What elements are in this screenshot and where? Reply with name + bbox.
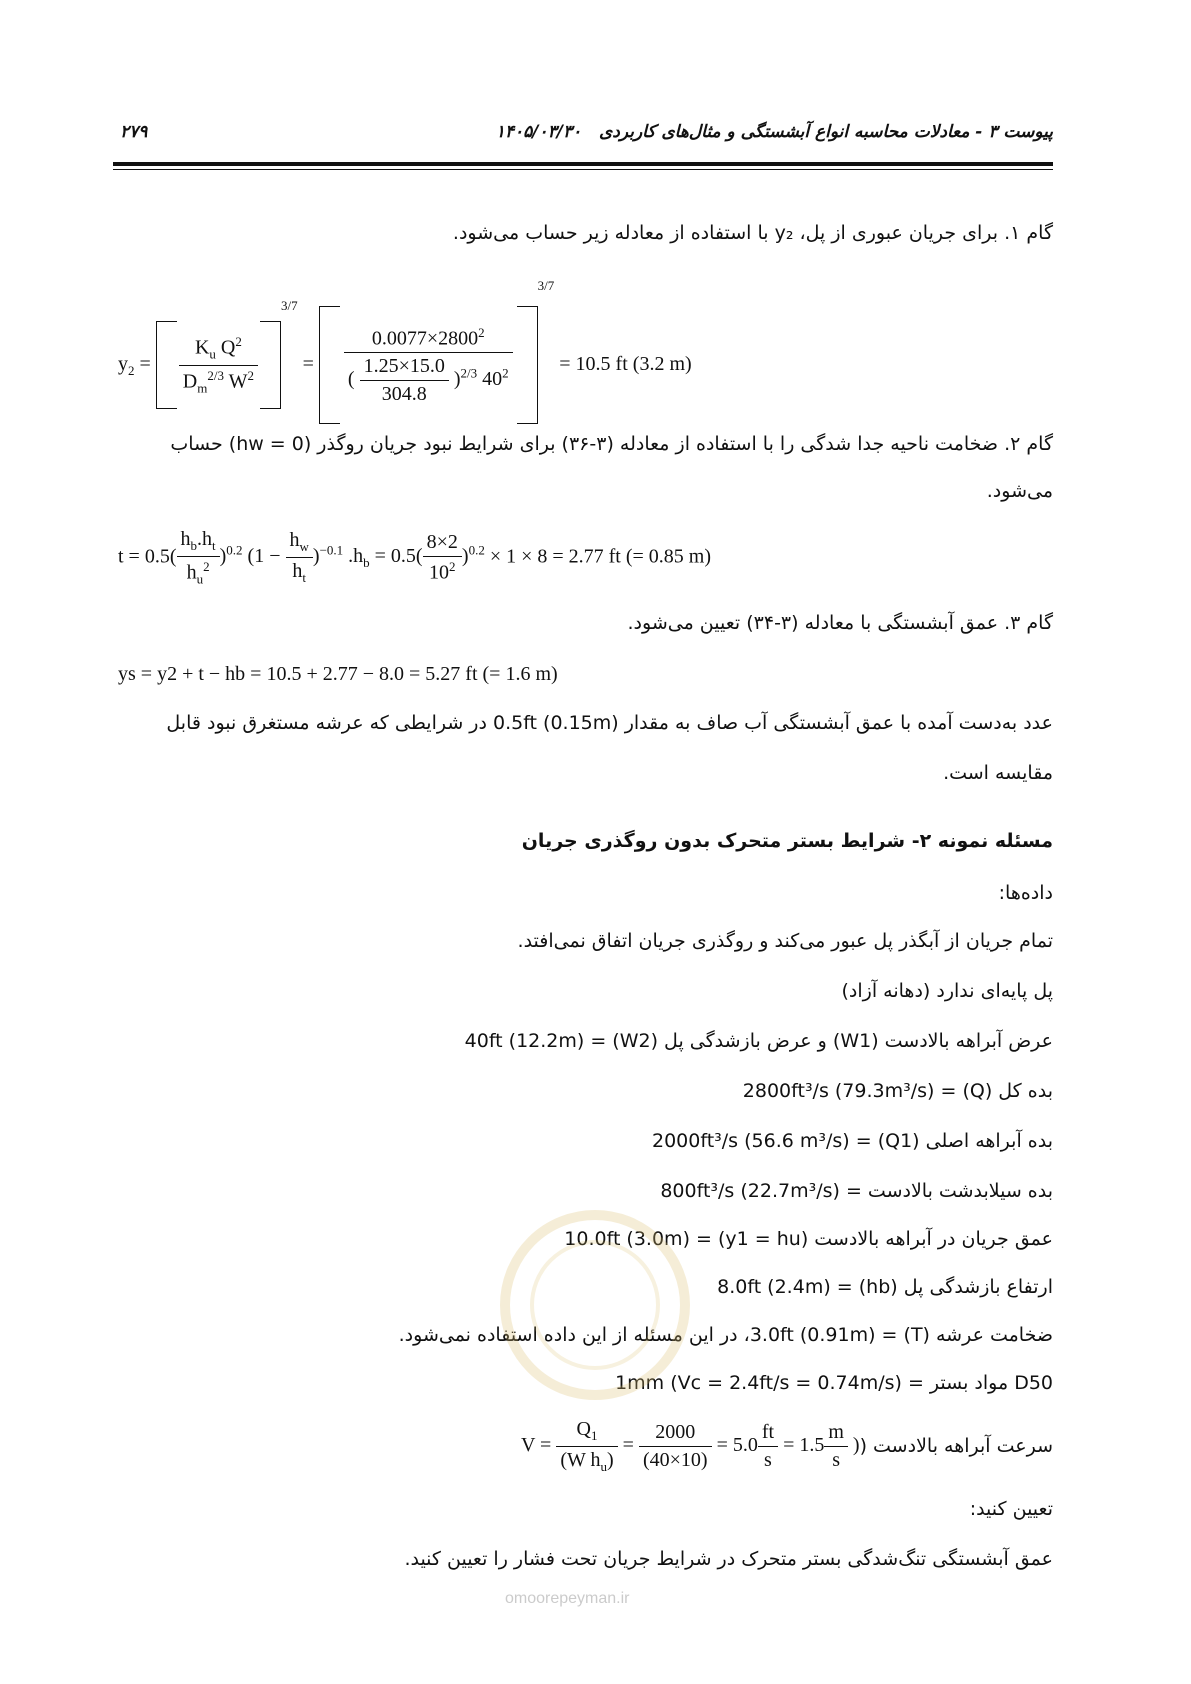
watermark-seal-inner	[530, 1240, 660, 1370]
header-rule-thin	[113, 169, 1053, 170]
step2-result: × 1 × 8 = 2.77 ft (= 0.85 m)	[489, 545, 712, 568]
problem2-data-label: داده‌ها:	[998, 882, 1053, 904]
data-item: بده کل (Q) = 2800ft³/s (79.3m³/s)	[742, 1080, 1053, 1102]
data-item: D50 مواد بستر = 1mm (Vc = 2.4ft/s = 0.74m/s)	[615, 1372, 1053, 1394]
comparison-line1: عدد به‌دست آمده با عمق آبشستگی آب صاف به مقدار 0.5ft (0.15m) در شرایطی که عرشه مستغرق نبود قابل	[166, 712, 1053, 734]
step3-equation: ys = y2 + t − hb = 10.5 + 2.77 − 8.0 = 5.27 ft (= 1.6 m)	[118, 663, 558, 685]
data-item: ضخامت عرشه (T) = 3.0ft (0.91m)، در این مسئله از این داده استفاده نمی‌شود.	[398, 1324, 1053, 1346]
velocity-line	[521, 1418, 1053, 1475]
watermark-text: omoorepeyman.ir	[505, 1590, 630, 1607]
step1-text: گام ۱. برای جریان عبوری از پل، y₂ با استفاده از معادله زیر حساب می‌شود.	[452, 222, 1053, 244]
data-item: بده آبراهه اصلی (Q1) = 2000ft³/s (56.6 m³/s)	[651, 1130, 1053, 1152]
running-header-title: پیوست ۳ - معادلات محاسبه انواع آبشستگی و مثال‌های کاربردی ۱۴۰۵/۰۳/۳۰	[495, 122, 1053, 142]
step2-line2: می‌شود.	[986, 480, 1053, 502]
data-item: بده سیلابدشت بالادست = 800ft³/s (22.7m³/s)	[660, 1180, 1053, 1202]
data-item: پل پایه‌ای ندارد (دهانه آزاد)	[841, 980, 1053, 1002]
step1-equation: $y_2$ = $\frac{K_u Q^2}{D_m^{2/3} W^2}$ $^{3/7}$ = $0.0077\times 2800^2$ ( $\frac{1.25\times 15.0}{304.8}$ )$^{2/3}$ $40^2$ $^{3/7}$ = 10.5 ft (3.2 m)	[118, 278, 692, 424]
velocity-label: سرعت آبراهه بالادست (	[859, 1435, 1053, 1458]
data-item: عمق جریان در آبراهه بالادست (y1 = hu) = 10.0ft (3.0m)	[564, 1228, 1053, 1250]
data-item: عرض آبراهه بالادست (W1) و عرض بازشدگی پل (W2) = 40ft (12.2m)	[464, 1030, 1053, 1052]
step2-line1: گام ۲. ضخامت ناحیه جدا شدگی را با استفاده از معادله (۳-۳۶) برای شرایط نبود جریان روگذر (hw = 0) حساب	[170, 433, 1053, 455]
problem2-title: مسئله نمونه ۲- شرایط بستر متحرک بدون روگذری جریان	[521, 830, 1053, 852]
step2-equation: t = 0.5( $\frac{h_b.h_t}{h_u^2}$ )$^{0.2}$ (1 − $\frac{h_w}{h_t}$ )$^{-0.1}$ $.h_b = 0.5$( $\frac{8\times 2}{10^2}$ )$^{0.2}$ × 1 × 8 = 2.77 ft (= 0.85 m)	[118, 528, 712, 587]
header-rule-thick	[113, 162, 1053, 166]
page-number: ۲۷۹	[120, 122, 148, 142]
data-item: تمام جریان از آبگذر پل عبور می‌کند و روگذری جریان اتفاق نمی‌افتد.	[517, 930, 1053, 952]
header-date: ۱۴۰۵/۰۳/۳۰	[495, 122, 582, 142]
step1-result: = 10.5 ft (3.2 m)	[559, 353, 692, 375]
velocity-equation: V = $\frac{Q_1}{(W h_u)}$ = $\frac{2000}{(40\times 10)}$ = 5.0 $\frac{ft}{s}$ = 1.5 $\frac{m}{s}$ )	[520, 1418, 860, 1474]
determine-label: تعیین کنید:	[969, 1498, 1053, 1520]
step3-text: گام ۳. عمق آبشستگی با معادله (۳-۳۴) تعیین می‌شود.	[627, 612, 1053, 634]
data-item: ارتفاع بازشدگی پل (hb) = 8.0ft (2.4m)	[717, 1276, 1053, 1298]
determine-text: عمق آبشستگی تنگ‌شدگی بستر متحرک در شرایط جریان تحت فشار را تعیین کنید.	[404, 1548, 1053, 1570]
comparison-line2: مقایسه است.	[943, 762, 1053, 784]
